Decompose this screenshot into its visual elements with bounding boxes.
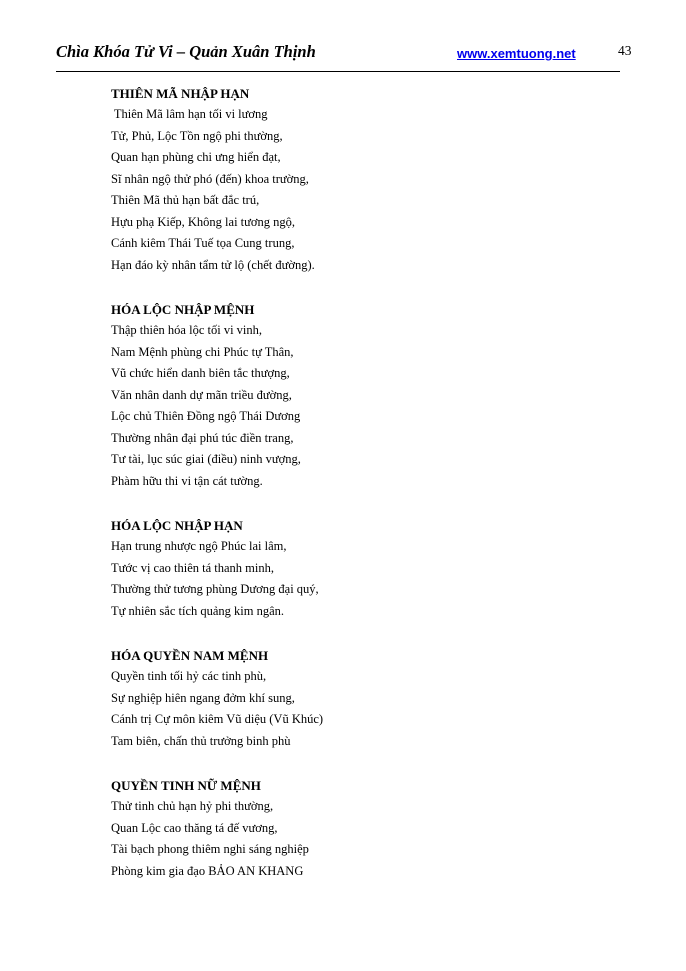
poem-line: Cánh trị Cự môn kiêm Vũ diệu (Vũ Khúc) xyxy=(111,712,324,726)
poem-line: Thập thiên hóa lộc tối vi vinh, xyxy=(111,323,263,337)
poem-line: Cánh kiêm Thái Tuế tọa Cung trung, xyxy=(111,236,295,250)
poem-line: Tài bạch phong thiêm nghi sáng nghiệp xyxy=(111,842,309,856)
website-link[interactable]: www.xemtuong.net xyxy=(457,46,576,61)
section-title: HÓA LỘC NHẬP MỆNH xyxy=(111,302,255,317)
poem-line: Tự nhiên sắc tích quảng kim ngân. xyxy=(111,603,285,618)
header-divider xyxy=(56,71,620,72)
poem-line: Nam Mệnh phùng chi Phúc tự Thân, xyxy=(111,344,294,359)
poem-section-thien-ma-nhap-han xyxy=(111,83,611,276)
section-title: HÓA LỘC NHẬP HẠN xyxy=(111,518,243,533)
poem-section-hoa-loc-nhap-menh xyxy=(111,299,611,492)
poem-line: Phàm hữu thi vi tận cát tường. xyxy=(111,473,263,488)
poem-section-quyen-tinh-nu-menh xyxy=(111,775,611,882)
poem-line: Tư tài, lục súc giai (điều) ninh vượng, xyxy=(111,452,301,466)
poem-line: Quan Lộc cao thăng tá đế vương, xyxy=(111,820,278,835)
poem-line: Tước vị cao thiên tá thanh minh, xyxy=(111,560,274,575)
poem-line: Thường thử tương phùng Dương đại quý, xyxy=(111,582,319,596)
section-title: THIÊN MÃ NHẬP HẠN xyxy=(111,86,250,101)
poem-line: Sĩ nhân ngộ thử phó (đến) khoa trường, xyxy=(111,171,309,186)
poem-line: Tử, Phủ, Lộc Tồn ngộ phi thường, xyxy=(111,128,283,143)
poem-line: Hạn trung nhược ngộ Phúc lai lâm, xyxy=(111,539,287,553)
poem-line: Phòng kim gia đạo BẢO AN KHANG xyxy=(111,863,304,878)
poem-line: Thường nhân đại phú túc điền trang, xyxy=(111,430,294,445)
poem-line: Thử tinh chủ hạn hỷ phi thường, xyxy=(111,799,274,813)
poem-line: Hạn đáo kỳ nhân tẩm tử lộ (chết đường). xyxy=(111,257,315,272)
poem-line: Thiên Mã lâm hạn tối vi lương xyxy=(111,107,268,121)
page-content xyxy=(111,83,611,882)
poem-line: Vũ chức hiển danh biên tắc thượng, xyxy=(111,366,290,380)
poem-line: Văn nhân danh dự mãn triều đường, xyxy=(111,387,292,402)
poem-section-hoa-loc-nhap-han xyxy=(111,515,611,622)
poem-line: Thiên Mã thủ hạn bất đắc trú, xyxy=(111,193,260,207)
page-header xyxy=(0,0,686,80)
poem-line: Quyền tinh tối hỷ các tinh phù, xyxy=(111,669,267,683)
section-title: QUYỀN TINH NỮ MỆNH xyxy=(111,778,261,793)
book-title: Chìa Khóa Tử Vi – Quản Xuân Thịnh xyxy=(56,42,316,61)
page-number: 43 xyxy=(618,43,632,58)
poem-line: Lộc chủ Thiên Đồng ngộ Thái Dương xyxy=(111,409,301,423)
poem-line: Tam biên, chấn thủ trưởng binh phù xyxy=(111,733,291,748)
poem-line: Sự nghiệp hiên ngang đởm khí sung, xyxy=(111,690,295,705)
poem-line: Quan hạn phùng chi ưng hiển đạt, xyxy=(111,150,281,164)
poem-line: Hựu phạ Kiếp, Không lai tương ngộ, xyxy=(111,214,296,229)
poem-section-hoa-quyen-nam-menh xyxy=(111,645,611,752)
section-title: HÓA QUYỀN NAM MỆNH xyxy=(111,648,269,663)
